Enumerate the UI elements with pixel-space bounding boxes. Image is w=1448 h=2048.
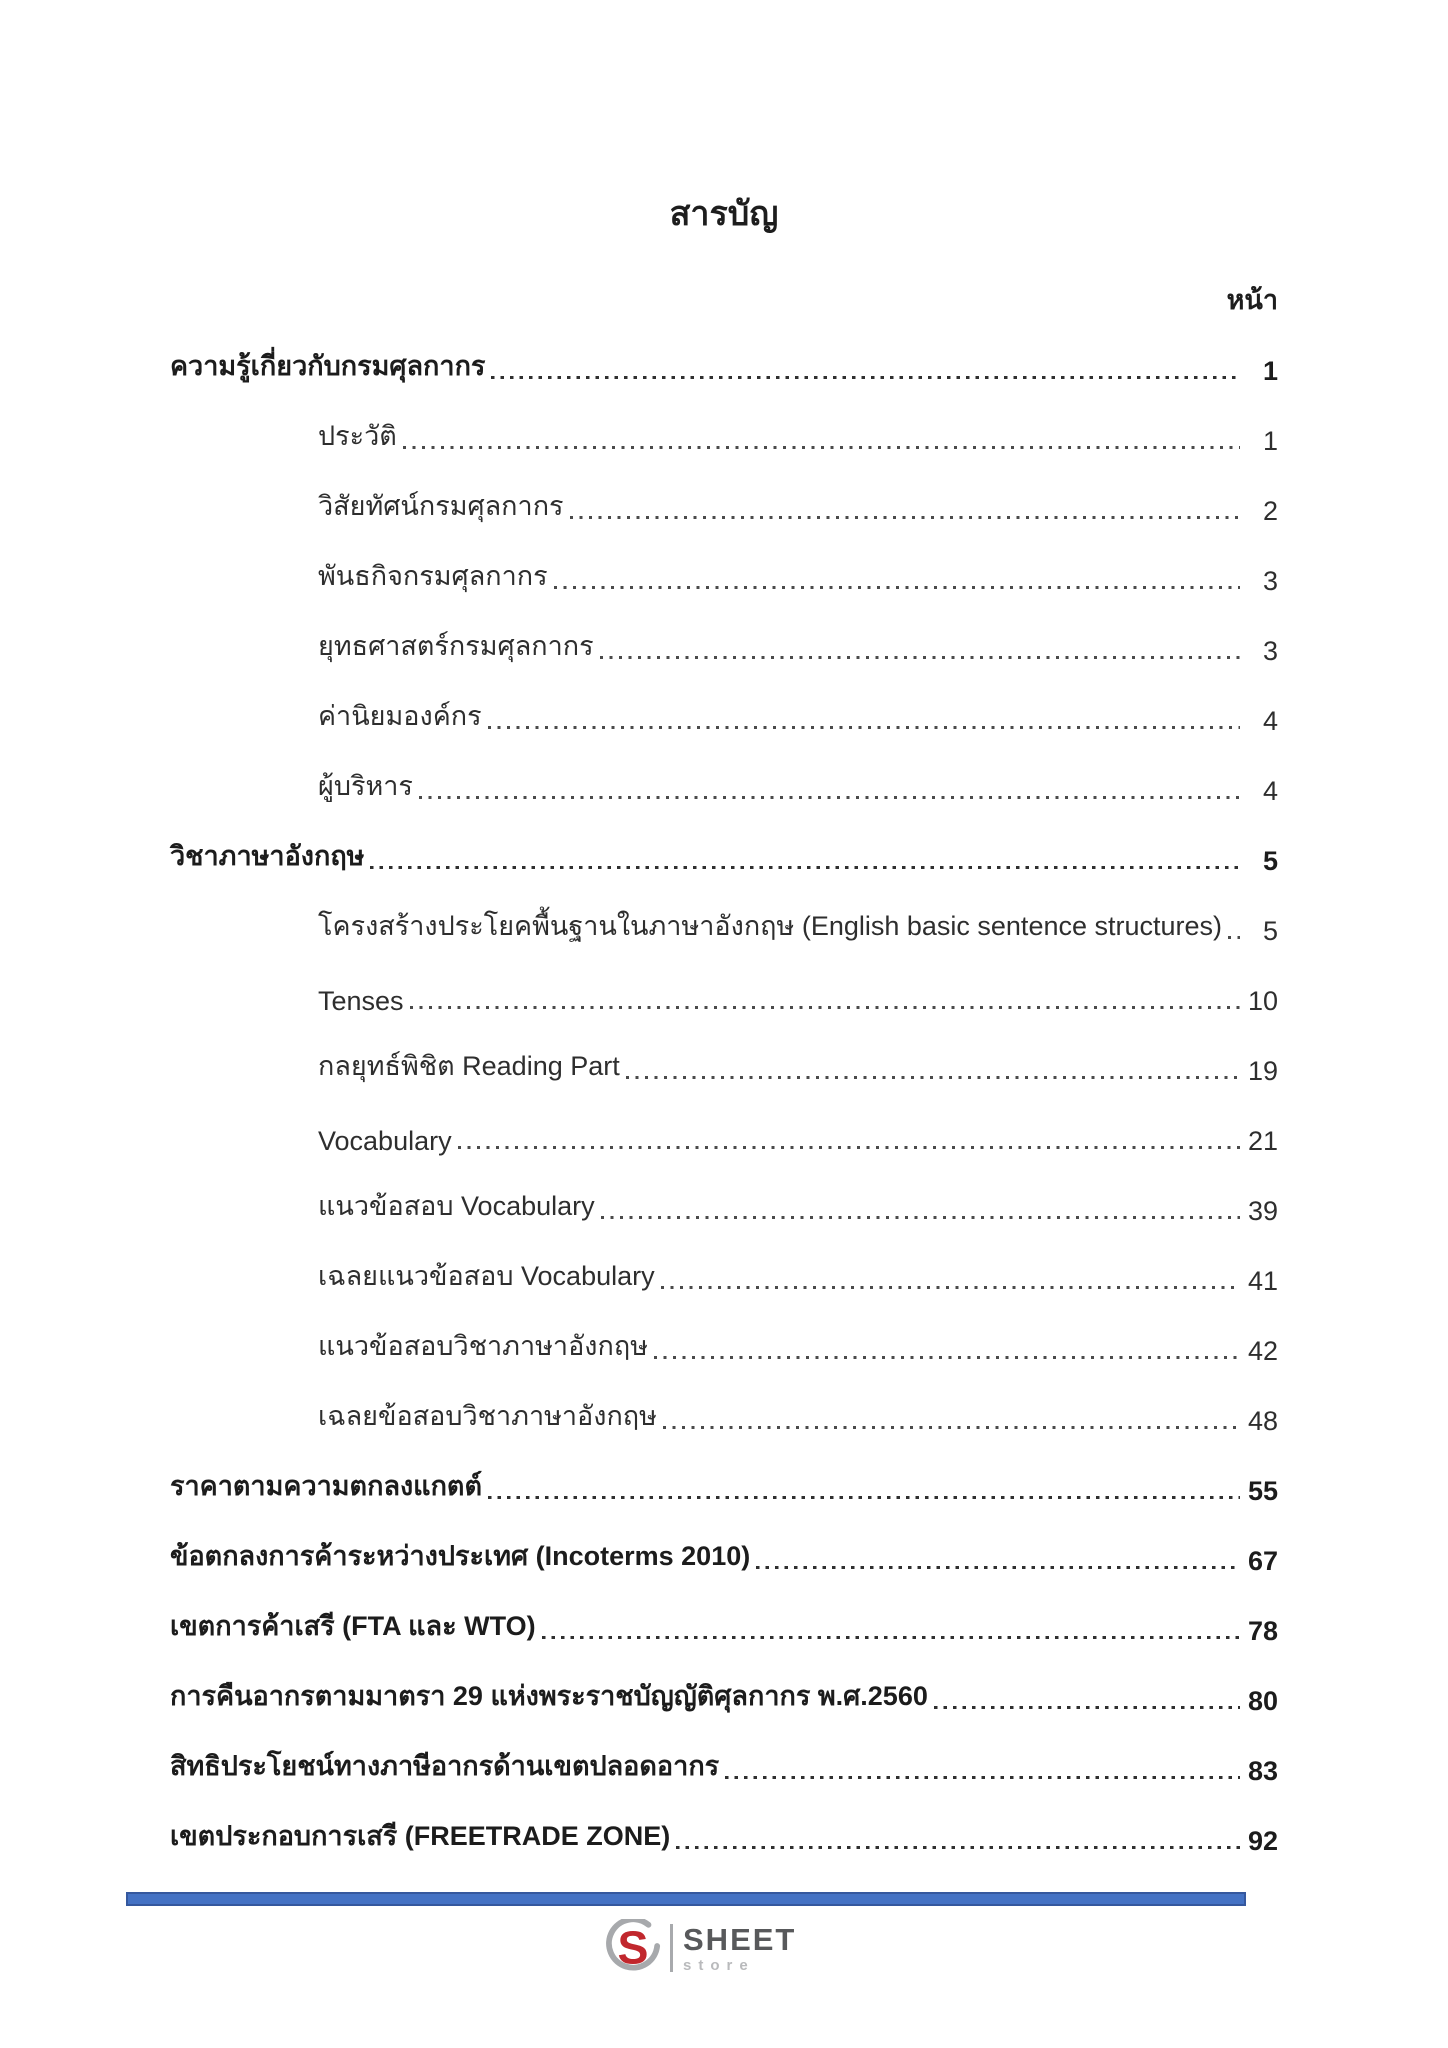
toc-entry	[170, 671, 1278, 741]
toc-content	[170, 0, 1278, 1861]
toc-entry-page-number: 3	[1262, 636, 1278, 666]
dotted-leader	[488, 1496, 1240, 1500]
toc-entry-page-number: 5	[1262, 916, 1278, 946]
toc-entry-page-number: 5	[1262, 846, 1278, 876]
toc-entry-label: เขตประกอบการเสรี (FREETRADE ZONE)	[170, 1821, 671, 1851]
toc-entry-label: กลยุทธ์พิชิต Reading Part	[318, 1051, 620, 1081]
toc-entry-page-number: 2	[1262, 496, 1278, 526]
toc-entry	[170, 1721, 1278, 1791]
logo-divider-line	[670, 1924, 673, 1972]
toc-entry	[170, 741, 1278, 811]
toc-entry	[170, 1581, 1278, 1651]
toc-entry	[170, 1371, 1278, 1441]
footer-divider	[126, 1892, 1246, 1906]
toc-entry	[170, 951, 1278, 1021]
toc-entry-page-number: 4	[1262, 776, 1278, 806]
toc-entry-label: วิสัยทัศน์กรมศุลกากร	[318, 491, 564, 521]
dotted-leader	[626, 1076, 1240, 1079]
toc-entry	[170, 1511, 1278, 1581]
dotted-leader	[1228, 936, 1240, 939]
sheetstore-logo-icon	[604, 1919, 662, 1977]
logo-brand-text: SHEET	[683, 1921, 797, 1957]
toc-entry-label: แนวข้อสอบวิชาภาษาอังกฤษ	[318, 1331, 648, 1361]
dotted-leader	[458, 1146, 1240, 1149]
toc-entry	[170, 1231, 1278, 1301]
page-column-header: หน้า	[1226, 285, 1278, 315]
toc-entry	[170, 601, 1278, 671]
toc-entry-page-number: 4	[1262, 706, 1278, 736]
toc-entry	[170, 811, 1278, 881]
sheetstore-logo	[604, 1906, 844, 1990]
dotted-leader	[756, 1566, 1240, 1570]
toc-entry-label: Vocabulary	[318, 1126, 452, 1156]
dotted-leader	[491, 376, 1240, 380]
toc-entry	[170, 531, 1278, 601]
dotted-leader	[488, 726, 1240, 729]
svg-text:S: S	[617, 1921, 649, 1974]
dotted-leader	[554, 586, 1240, 589]
toc-entry-page-number: 48	[1247, 1406, 1278, 1436]
toc-entry-page-number: 1	[1262, 426, 1278, 456]
dotted-leader	[601, 1216, 1240, 1219]
toc-entry	[170, 1021, 1278, 1091]
toc-entry-label: แนวข้อสอบ Vocabulary	[318, 1191, 595, 1221]
toc-entry-label: วิชาภาษาอังกฤษ	[170, 841, 365, 871]
toc-entry-label: โครงสร้างประโยคพื้นฐานในภาษาอังกฤษ (English basic sentence structures)	[318, 911, 1223, 941]
toc-entry-label: สิทธิประโยชน์ทางภาษีอากรด้านเขตปลอดอากร	[170, 1751, 720, 1781]
dotted-leader	[600, 656, 1240, 659]
toc-entry	[170, 1161, 1278, 1231]
toc-entry-label: ผู้บริหาร	[318, 771, 413, 801]
toc-entry	[170, 461, 1278, 531]
dotted-leader	[663, 1426, 1240, 1429]
toc-entry-page-number: 19	[1247, 1056, 1278, 1086]
toc-entry	[170, 1651, 1278, 1721]
toc-entry-page-number: 67	[1247, 1546, 1278, 1576]
toc-entry-page-number: 1	[1262, 356, 1278, 386]
dotted-leader	[934, 1706, 1240, 1710]
page-title: สารบัญ	[669, 195, 779, 233]
dotted-leader	[410, 1006, 1240, 1009]
toc-entry	[170, 881, 1278, 951]
toc-entry-label: พันธกิจกรมศุลกากร	[318, 561, 548, 591]
dotted-leader	[654, 1356, 1240, 1359]
toc-entry-page-number: 78	[1247, 1616, 1278, 1646]
toc-entry	[170, 1301, 1278, 1371]
dotted-leader	[661, 1286, 1240, 1289]
toc-entry-label: การคืนอากรตามมาตรา 29 แห่งพระราชบัญญัติศุลกากร พ.ศ.2560	[170, 1681, 928, 1711]
dotted-leader	[676, 1846, 1240, 1850]
dotted-leader	[403, 446, 1240, 449]
toc-list	[170, 321, 1278, 1861]
toc-entry-page-number: 92	[1247, 1826, 1278, 1856]
toc-entry-label: ความรู้เกี่ยวกับกรมศุลกากร	[170, 351, 486, 381]
toc-entry-label: ยุทธศาสตร์กรมศุลกากร	[318, 631, 594, 661]
toc-entry	[170, 391, 1278, 461]
toc-entry	[170, 1091, 1278, 1161]
toc-entry-label: เฉลยข้อสอบวิชาภาษาอังกฤษ	[318, 1401, 657, 1431]
toc-entry	[170, 1791, 1278, 1861]
toc-entry-label: ประวัติ	[318, 421, 397, 451]
dotted-leader	[725, 1776, 1240, 1780]
toc-entry-page-number: 41	[1247, 1266, 1278, 1296]
dotted-leader	[570, 516, 1240, 519]
logo-sub-brand-text: store	[683, 1956, 755, 1974]
toc-entry-page-number: 10	[1247, 986, 1278, 1016]
toc-entry-label: Tenses	[318, 986, 404, 1016]
logo-text	[683, 1921, 797, 1974]
toc-entry-page-number: 55	[1247, 1476, 1278, 1506]
toc-entry	[170, 321, 1278, 391]
toc-entry-page-number: 80	[1247, 1686, 1278, 1716]
toc-entry-page-number: 42	[1247, 1336, 1278, 1366]
toc-entry-page-number: 39	[1247, 1196, 1278, 1226]
toc-entry-page-number: 21	[1247, 1126, 1278, 1156]
toc-entry-label: ราคาตามความตกลงแกตต์	[170, 1471, 482, 1501]
toc-entry	[170, 1441, 1278, 1511]
toc-entry-label: ข้อตกลงการค้าระหว่างประเทศ (Incoterms 2010)	[170, 1541, 751, 1571]
dotted-leader	[419, 796, 1240, 799]
toc-entry-page-number: 83	[1247, 1756, 1278, 1786]
toc-entry-label: เฉลยแนวข้อสอบ Vocabulary	[318, 1261, 655, 1291]
dotted-leader	[542, 1636, 1240, 1640]
toc-entry-page-number: 3	[1262, 566, 1278, 596]
toc-entry-label: เขตการค้าเสรี (FTA และ WTO)	[170, 1611, 536, 1641]
toc-entry-label: ค่านิยมองค์กร	[318, 701, 482, 731]
dotted-leader	[370, 866, 1240, 870]
